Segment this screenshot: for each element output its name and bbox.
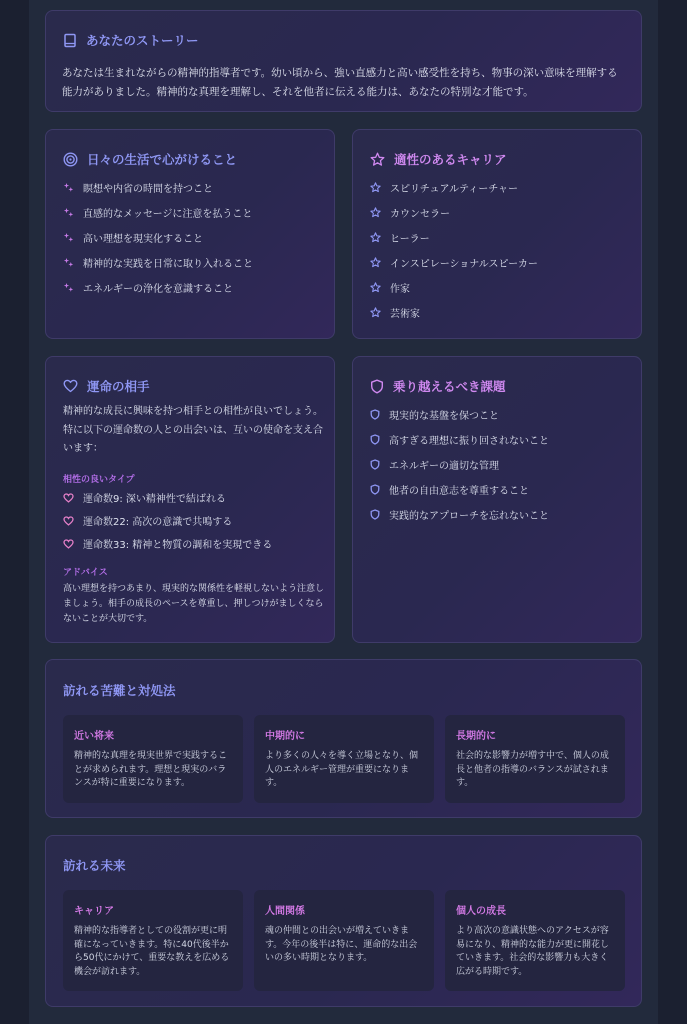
- partner-advice-text: 高い理想を持つあまり、現実的な関係性を軽視しないよう注意しましょう。相手の成長のペースを尊重し、押しつけがましくならないことが大切です。: [63, 584, 325, 624]
- list-item: [63, 275, 253, 300]
- career-list: [370, 175, 538, 325]
- daily-item-text: エネルギーの浄化を意識すること: [83, 284, 233, 295]
- partner-type-text: 運命数9: 深い精神性で結ばれる: [83, 494, 226, 505]
- list-item: [370, 200, 538, 225]
- daily-item-text: 精神的な実践を日常に取り入れること: [83, 259, 253, 270]
- partner-intro: 精神的な成長に興味を持つ相手との相性が良いでしょう。特に以下の運命数の人との出会いは、互いの使命を支え合います：: [63, 406, 323, 454]
- star-icon: [370, 182, 381, 193]
- list-item: [63, 532, 272, 555]
- career-item-text: カウンセラー: [390, 209, 450, 220]
- hardship-card-near: [63, 715, 243, 803]
- career-item-text: 作家: [390, 284, 410, 295]
- hardships-card: [45, 659, 642, 818]
- list-item: [370, 250, 538, 275]
- daily-heading: [63, 150, 237, 168]
- story-text: あなたは生まれながらの精神的指導者です。幼い頃から、強い直感力と高い感受性を持ち、物事の深い意味を理解する能力がありました。精神的な真理を理解し、それを他者に伝える能力は、あなたの特別な才能です。: [62, 67, 618, 98]
- hardship-card-text: 社会的な影響力が増す中で、個人の成長と他者の指導のバランスが試されます。: [456, 751, 609, 788]
- daily-list: [63, 175, 253, 300]
- heart-icon: [63, 539, 74, 549]
- hardship-card-title: 近い将来: [74, 731, 114, 742]
- future-card-title: キャリア: [74, 906, 114, 917]
- daily-item-text: 瞑想や内省の時間を持つこと: [83, 184, 213, 195]
- shield-icon: [370, 459, 380, 470]
- challenge-item-text: 現実的な基盤を保つこと: [389, 411, 499, 422]
- daily-card: [45, 129, 335, 339]
- star-icon: [370, 152, 385, 167]
- hardship-card-title: 長期的に: [456, 731, 496, 742]
- star-icon: [370, 232, 381, 243]
- challenges-heading: [370, 377, 506, 395]
- heart-icon: [63, 493, 74, 503]
- story-heading: [63, 31, 199, 49]
- future-card-text: 精神的な指導者としての役割が更に明確になっていきます。特に40代後半から50代にかけて、重要な教えを広める機会が訪れます。: [74, 926, 230, 977]
- career-item-text: インスピレーショナルスピーカー: [390, 259, 538, 270]
- future-card-text: より高次の意識状態へのアクセスが容易になり、精神的な能力が更に開花していきます。社会的な影響力も大きく広がる時期です。: [456, 926, 610, 977]
- future-card-relations: [254, 890, 434, 991]
- shield-icon: [370, 379, 384, 394]
- partner-type-text: 運命数22: 高次の意識で共鳴する: [83, 517, 233, 528]
- future-title: 訪れる未来: [63, 858, 126, 873]
- hardship-card-mid: [254, 715, 434, 803]
- shield-icon: [370, 509, 380, 520]
- list-item: [370, 175, 538, 200]
- list-item: [370, 427, 549, 452]
- star-icon: [370, 257, 381, 268]
- challenge-item-text: 高すぎる理想に振り回されないこと: [389, 436, 549, 447]
- challenge-item-text: 他者の自由意志を尊重すること: [389, 486, 529, 497]
- hardship-card-long: [445, 715, 625, 803]
- heart-icon: [63, 516, 74, 526]
- challenges-card: [352, 356, 642, 643]
- partner-types-label: 相性の良いタイプ: [63, 475, 135, 485]
- hardships-title: 訪れる苦難と対処法: [63, 683, 176, 698]
- challenge-item-text: 実践的なアプローチを忘れないこと: [389, 511, 549, 522]
- partner-advice-label: アドバイス: [63, 568, 108, 578]
- partner-heading: [63, 377, 150, 395]
- future-card-growth: [445, 890, 625, 991]
- future-card-title: 人間関係: [265, 906, 305, 917]
- list-item: [370, 402, 549, 427]
- sparkles-icon: [63, 232, 74, 243]
- challenges-title: 乗り越えるべき課題: [393, 379, 506, 394]
- shield-icon: [370, 409, 380, 420]
- future-card: [45, 835, 642, 1007]
- list-item: [370, 275, 538, 300]
- partner-title: 運命の相手: [87, 379, 150, 394]
- list-item: [370, 452, 549, 477]
- book-icon: [63, 33, 77, 48]
- list-item: [63, 200, 253, 225]
- daily-item-text: 高い理想を現実化すること: [83, 234, 203, 245]
- hardship-card-title: 中期的に: [265, 731, 305, 742]
- list-item: [370, 300, 538, 325]
- challenge-item-text: エネルギーの適切な管理: [389, 461, 499, 472]
- heart-icon: [63, 379, 78, 393]
- list-item: [370, 225, 538, 250]
- sparkles-icon: [63, 207, 74, 218]
- list-item: [63, 509, 272, 532]
- shield-icon: [370, 434, 380, 445]
- sparkles-icon: [63, 282, 74, 293]
- partner-types-list: [63, 486, 272, 555]
- hardship-card-text: 精神的な真理を現実世界で実践することが求められます。理想と現実のバランスが特に重要になります。: [74, 751, 228, 788]
- target-icon: [63, 152, 78, 167]
- future-card-career: [63, 890, 243, 991]
- star-icon: [370, 282, 381, 293]
- hardship-card-text: より多くの人々を導く立場となり、個人のエネルギー管理が重要になります。: [265, 751, 419, 788]
- story-title: あなたのストーリー: [86, 33, 199, 48]
- list-item: [370, 477, 549, 502]
- sparkles-icon: [63, 182, 74, 193]
- daily-item-text: 直感的なメッセージに注意を払うこと: [83, 209, 253, 220]
- sparkles-icon: [63, 257, 74, 268]
- list-item: [63, 486, 272, 509]
- career-card: [352, 129, 642, 339]
- career-title: 適性のあるキャリア: [394, 152, 507, 167]
- career-item-text: ヒーラー: [390, 234, 430, 245]
- list-item: [370, 502, 549, 527]
- star-icon: [370, 307, 381, 318]
- partner-card: [45, 356, 335, 643]
- daily-title: 日々の生活で心がけること: [87, 152, 238, 167]
- story-card: [45, 10, 642, 112]
- shield-icon: [370, 484, 380, 495]
- future-card-title: 個人の成長: [456, 906, 506, 917]
- list-item: [63, 175, 253, 200]
- list-item: [63, 225, 253, 250]
- career-item-text: スピリチュアルティーチャー: [390, 184, 518, 195]
- partner-type-text: 運命数33: 精神と物質の調和を実現できる: [83, 540, 273, 551]
- star-icon: [370, 207, 381, 218]
- career-item-text: 芸術家: [390, 309, 420, 320]
- career-heading: [370, 150, 507, 168]
- list-item: [63, 250, 253, 275]
- challenges-list: [370, 402, 549, 527]
- future-card-text: 魂の仲間との出会いが増えていきます。今年の後半は特に、運命的な出会いの多い時期となります。: [265, 926, 418, 963]
